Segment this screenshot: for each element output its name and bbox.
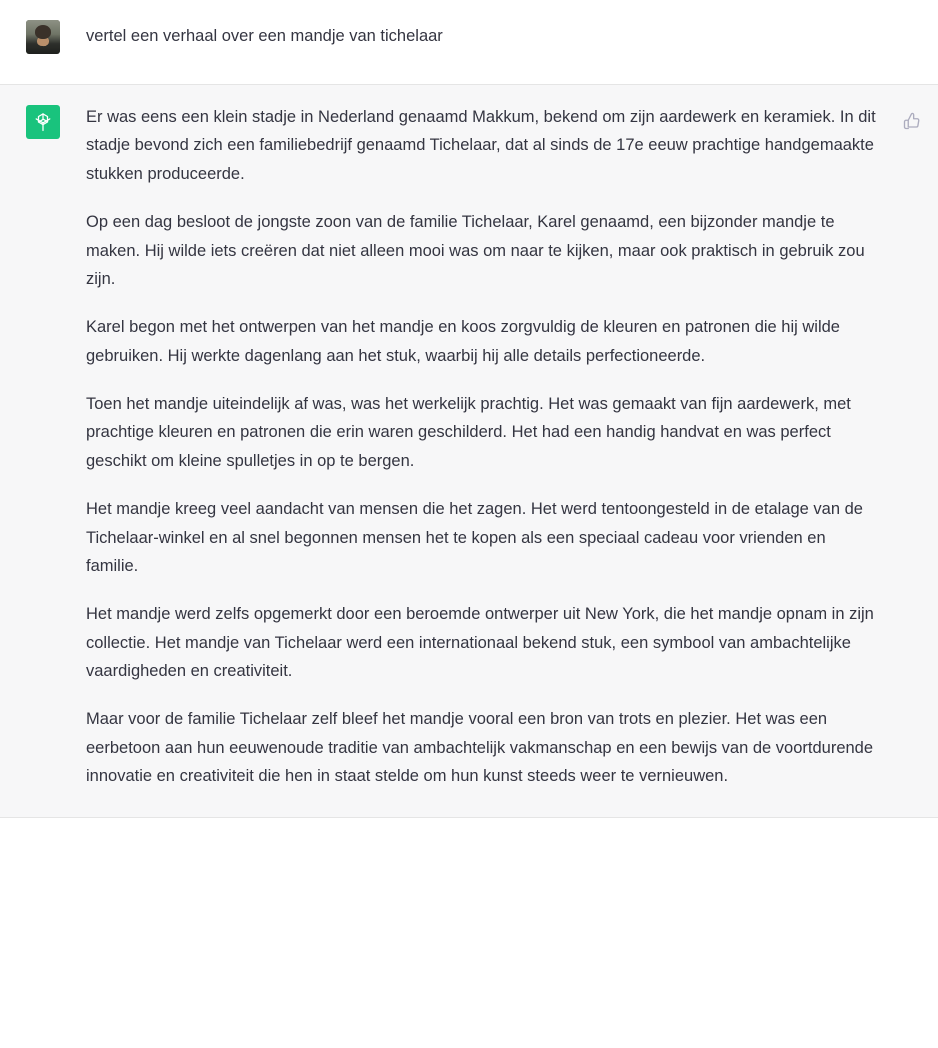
chat-turn-assistant (0, 85, 938, 818)
chat-turn-user (0, 0, 938, 85)
thumbs-up-icon[interactable] (902, 111, 922, 131)
chatgpt-logo-icon (32, 111, 54, 133)
assistant-paragraph-2: Op een dag besloot de jongste zoon van de familie Tichelaar, Karel genaamd, een bijzonder mandje te maken. Hij wilde iets creëren dat niet alleen mooi was om naar te kijken, maar ook praktisch in gebruik zou zijn. (86, 213, 865, 288)
assistant-avatar (26, 105, 60, 139)
user-avatar-column (0, 18, 86, 54)
assistant-message-actions (902, 111, 922, 131)
assistant-paragraph-1: Er was eens een klein stadje in Nederland genaamd Makkum, bekend om zijn aardewerk en keramiek. In dit stadje bevond zich een familiebedrijf genaamd Tichelaar, dat al sinds de 17e eeuw prachtige handgemaakte stukken produceerde. (86, 108, 876, 183)
assistant-paragraph-4: Toen het mandje uiteindelijk af was, was het werkelijk prachtig. Het was gemaakt van fijn aardewerk, met prachtige kleuren en patronen die erin waren geschilderd. Het had een handig handvat en was perfect geschikt om kleine spulletjes in op te bergen. (86, 395, 851, 470)
assistant-paragraph-3: Karel begon met het ontwerpen van het mandje en koos zorgvuldig de kleuren en patronen die hij wilde gebruiken. Hij werkte dagenlang aan het stuk, waarbij hij alle details perfectioneerde. (86, 318, 840, 365)
user-message-paragraph: vertel een verhaal over een mandje van tichelaar (86, 27, 443, 45)
assistant-paragraph-5: Het mandje kreeg veel aandacht van mensen die het zagen. Het werd tentoongesteld in de etalage van de Tichelaar-winkel en al snel begonnen mensen het te kopen als een speciaal cadeau voor vrienden en familie. (86, 500, 863, 575)
assistant-paragraph-6: Het mandje werd zelfs opgemerkt door een beroemde ontwerper uit New York, die het mandje opnam in zijn collectie. Het mandje van Tichelaar werd een internationaal bekend stuk, een symbool van ambachtelijke vaardigheden en creativiteit. (86, 605, 874, 680)
user-avatar-photo (26, 20, 60, 54)
assistant-message-text (86, 103, 938, 791)
user-avatar (26, 20, 60, 54)
assistant-avatar-column (0, 103, 86, 139)
user-message-text (86, 18, 938, 50)
assistant-paragraph-7: Maar voor de familie Tichelaar zelf bleef het mandje vooral een bron van trots en plezier. Het was een eerbetoon aan hun eeuwenoude traditie van ambachtelijk vakmanschap en een bewijs van de voortdurende innovatie en creativiteit die hen in staat stelde om hun kunst steeds weer te vernieuwen. (86, 710, 874, 786)
